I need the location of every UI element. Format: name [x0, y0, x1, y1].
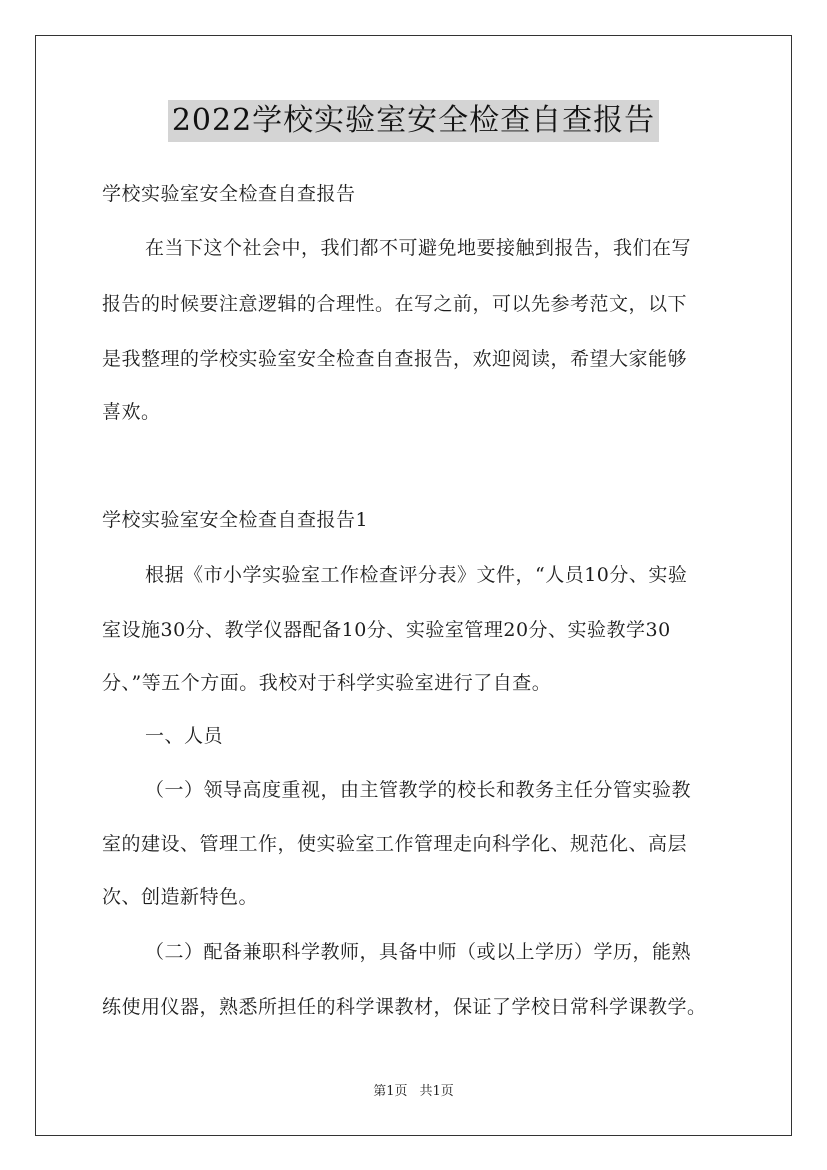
page-number: 第1页	[373, 1084, 408, 1099]
paragraph-line: 报告的时候要注意逻辑的合理性。在写之前，可以先参考范文，以下	[102, 293, 688, 315]
paragraph-line: 室设施30分、教学仪器配备10分、实验室管理20分、实验教学30	[102, 619, 671, 641]
paragraph-line: 室的建设、管理工作，使实验室工作管理走向科学化、规范化、高层	[102, 833, 688, 855]
paragraph-line: 练使用仪器，熟悉所担任的科学课教材，保证了学校日常科学课教学。	[102, 996, 707, 1018]
paragraph-line: 喜欢。	[102, 401, 161, 423]
subsection-heading: 一、人员	[145, 725, 224, 747]
page-footer	[0, 1084, 827, 1100]
document-title: 2022学校实验室安全检查自查报告	[168, 100, 659, 142]
subtitle: 学校实验室安全检查自查报告	[102, 183, 356, 205]
page-total: 共1页	[419, 1084, 454, 1099]
paragraph-line: 根据《市小学实验室工作检查评分表》文件，“人员10分、实验	[145, 564, 688, 586]
paragraph-line: 分、”等五个方面。我校对于科学实验室进行了自查。	[102, 672, 552, 694]
paragraph-line: （二）配备兼职科学教师，具备中师（或以上学历）学历，能熟	[145, 941, 692, 963]
paragraph-line: （一）领导高度重视，由主管教学的校长和教务主任分管实验教	[145, 779, 692, 801]
paragraph-line: 是我整理的学校实验室安全检查自查报告，欢迎阅读，希望大家能够	[102, 348, 688, 370]
paragraph-line: 在当下这个社会中，我们都不可避免地要接触到报告，我们在写	[145, 237, 692, 259]
title-container	[0, 100, 827, 142]
paragraph-line: 次、创造新特色。	[102, 886, 259, 908]
section-heading: 学校实验室安全检查自查报告1	[102, 509, 369, 531]
